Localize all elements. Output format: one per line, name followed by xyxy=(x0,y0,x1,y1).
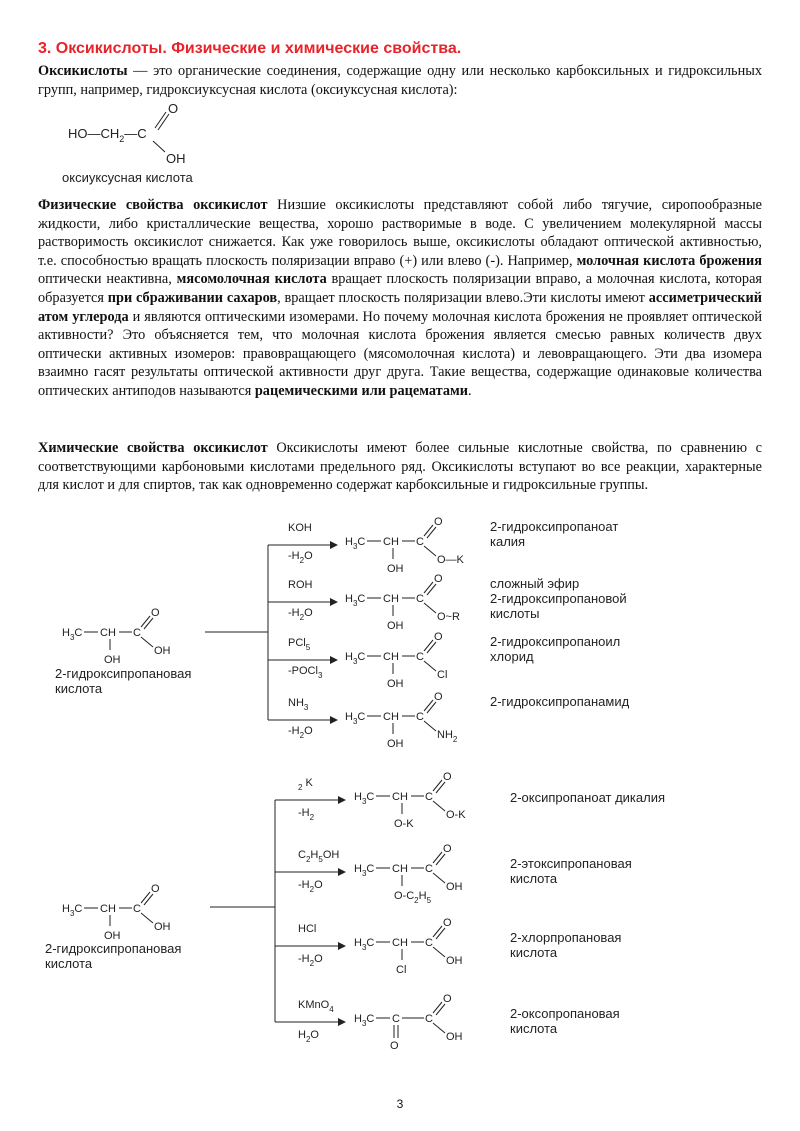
product-name: кислоты xyxy=(490,606,540,621)
methyl-group: $H_3C$ xyxy=(345,593,366,608)
bond-line xyxy=(436,854,445,865)
start-compound-name: кислота xyxy=(55,681,103,696)
physical-bold-2: мясомолочная кислота xyxy=(176,271,327,288)
bond-line xyxy=(424,721,436,731)
carboxyl-tail: OH xyxy=(154,921,171,933)
reaction-branch xyxy=(268,516,618,575)
arrow-head xyxy=(338,942,346,950)
structural-formula xyxy=(345,573,460,632)
bond-line xyxy=(433,1002,442,1013)
bond-line xyxy=(424,582,433,593)
physical-text-5: и являются оптическими изомерами. Но почему молочная кислота брожения не проявляет оптической активности? Это объясняется тем, что молочная кислота брожения является смесью равных количеств двух оптически активных изомеров: правовращающего (мясомолочная кислота) и левовращающего. Эти два изомера взаимно гасят результаты оптической активности друг друга. Такие вещества, содержащие одинаковые количества оптических антиподов называются xyxy=(38,308,763,399)
physical-bold-5: рацемическими или рацематами xyxy=(254,382,468,399)
bond-line xyxy=(427,527,436,538)
product-name: 2-гидроксипропаноат xyxy=(490,519,619,534)
carboxyl-tail: O-K xyxy=(446,809,466,821)
carboxyl-tail: O~R xyxy=(437,611,460,623)
central-carbon: CH xyxy=(392,937,408,949)
central-carbon: CH xyxy=(383,651,399,663)
bond-line xyxy=(424,603,436,613)
byproduct-label: $-H_2O$ xyxy=(288,550,313,565)
methyl-group: $H_3C$ xyxy=(345,536,366,551)
bond-line xyxy=(144,618,153,629)
bond-line xyxy=(433,1023,445,1033)
substituent: $O-C_2H_5$ xyxy=(394,890,432,905)
reaction-branch xyxy=(268,573,627,632)
bond-line xyxy=(141,913,153,923)
physical-text-4: , вращает плоскость поляризации влево.Эти кислоты имеют xyxy=(277,289,649,306)
bond-line xyxy=(424,661,436,671)
arrow-head xyxy=(330,716,338,724)
physical-text-1: Низшие оксикислоты представляют собой либо тягучие, сиропообразные жидкости, либо кристаллические вещества, хорошо растворимые в воде. С увеличением молекулярной массы растворимость оксикислот снижается. Как уже говорилось выше, оксикислоты обладают оптической активностью, т.е. способностью вращать плоскость поляризации вправо (+) или влево (-). Например, xyxy=(38,197,762,269)
product-name: сложный эфир xyxy=(490,576,580,591)
carboxyl-tail: OH xyxy=(446,955,463,967)
structural-formula xyxy=(354,843,463,905)
substituent: O xyxy=(390,1040,399,1052)
reagent-label: PCl$_5$ xyxy=(288,637,311,652)
carbonyl-oxygen: O xyxy=(151,883,160,895)
carboxyl-carbon: C xyxy=(425,791,433,803)
carboxyl-carbon: C xyxy=(425,1013,433,1025)
central-carbon: C xyxy=(392,1013,400,1025)
reagent-label: ROH xyxy=(288,579,313,591)
carboxyl-tail: OH xyxy=(446,1031,463,1043)
product-name: 2-этоксипропановая xyxy=(510,856,632,871)
central-carbon: CH xyxy=(392,863,408,875)
physical-title: Физические свойства оксикислот xyxy=(38,197,268,213)
byproduct-label: $-H_2O$ xyxy=(298,879,323,894)
carboxyl-carbon: C xyxy=(416,536,424,548)
glycolic-ho-ch2: $HO—CH_2—C$ xyxy=(68,126,147,144)
reaction-scheme-2 xyxy=(45,771,665,1052)
reagent-label: $_2$ K xyxy=(298,777,313,792)
substituent: OH xyxy=(104,930,121,942)
carbonyl-oxygen: O xyxy=(151,607,160,619)
product-name: хлорид xyxy=(490,649,534,664)
structural-formula xyxy=(354,917,463,976)
carbonyl-oxygen: O xyxy=(434,691,443,703)
reaction-branch xyxy=(268,631,620,690)
physical-text-2: оптически неактивна, xyxy=(38,271,177,288)
reagent-label: HCl xyxy=(298,923,317,935)
carbonyl-oxygen: O xyxy=(443,993,452,1005)
bond-line xyxy=(433,801,445,811)
carboxyl-carbon: C xyxy=(133,903,141,915)
bond-line xyxy=(433,852,442,863)
structural-formula xyxy=(354,993,463,1052)
chemical-title: Химические свойства оксикислот xyxy=(38,440,268,456)
structural-formula xyxy=(62,607,171,666)
start-compound-name: кислота xyxy=(45,956,93,971)
structural-formula xyxy=(345,631,447,690)
methyl-group: $H_3C$ xyxy=(345,651,366,666)
methyl-group: $H_3C$ xyxy=(345,711,366,726)
carboxyl-carbon: C xyxy=(425,937,433,949)
reaction-scheme-1 xyxy=(55,516,630,750)
byproduct-label: $-H_2O$ xyxy=(288,725,313,740)
carboxyl-carbon: C xyxy=(416,711,424,723)
carboxyl-tail: Cl xyxy=(437,669,448,681)
product-name: 2-гидроксипропановой xyxy=(490,591,627,606)
intro-text: — это органические соединения, содержащие одну или несколько карбоксильных и гидроксильных групп, например, гидроксиуксусная кислота (оксиуксусная кислота): xyxy=(38,63,762,98)
reaction-branch xyxy=(275,993,620,1052)
product-name: кислота xyxy=(510,945,558,960)
central-carbon: CH xyxy=(383,711,399,723)
chemical-text: Оксикислоты имеют более сильные кислотные свойства, по сравнению с соответствующими карбоновыми кислотами предельного ряд. Оксикислоты вступают во все реакции, характерные для кислот и для спиртов, так как одновременно содержат карбоксильные и гидроксильные группы. xyxy=(38,440,763,494)
glycolic-oxygen: O xyxy=(168,101,179,116)
bond-line xyxy=(427,702,436,713)
physical-text-6: . xyxy=(467,382,472,399)
carboxyl-tail: OH xyxy=(446,881,463,893)
reaction-branch xyxy=(275,917,621,976)
substituent: O-K xyxy=(394,818,414,830)
byproduct-label: -POCl$_3$ xyxy=(288,665,323,680)
carboxyl-tail: O—K xyxy=(437,554,464,566)
carboxyl-carbon: C xyxy=(425,863,433,875)
reaction-branch xyxy=(275,771,665,830)
product-name: кислота xyxy=(510,1021,558,1036)
bond-line xyxy=(141,616,150,627)
carboxyl-tail: OH xyxy=(154,645,171,657)
bond-line xyxy=(433,947,445,957)
bond-line xyxy=(427,642,436,653)
carbonyl-oxygen: O xyxy=(443,771,452,783)
methyl-group: $H_3C$ xyxy=(62,903,83,918)
physical-text-3: вращает плоскость поляризации вправо, а молочная кислота, которая образуется xyxy=(38,271,762,306)
substituent: OH xyxy=(387,678,404,690)
carboxyl-tail: $NH_2$ xyxy=(437,729,458,744)
bond-line xyxy=(424,700,433,711)
bond-line xyxy=(141,892,150,903)
carbonyl-oxygen: O xyxy=(434,516,443,528)
carbonyl-oxygen: O xyxy=(434,573,443,585)
bond-line xyxy=(427,584,436,595)
methyl-group: $H_3C$ xyxy=(354,863,375,878)
substituent: Cl xyxy=(396,964,407,976)
product-name: 2-гидроксипропаноил xyxy=(490,634,621,649)
arrow-head xyxy=(338,868,346,876)
bond-line xyxy=(144,894,153,905)
central-carbon: CH xyxy=(392,791,408,803)
substituent: OH xyxy=(387,620,404,632)
bond-line xyxy=(436,1004,445,1015)
structural-formula xyxy=(345,691,458,750)
start-compound-name: 2-гидроксипропановая xyxy=(45,941,182,956)
carboxyl-carbon: C xyxy=(133,627,141,639)
bond-line xyxy=(141,637,153,647)
bond-line xyxy=(433,780,442,791)
product-name: кислота xyxy=(510,871,558,886)
reagent-label: KMnO$_4$ xyxy=(298,999,334,1014)
arrow-head xyxy=(330,541,338,549)
byproduct-label: $-H_2O$ xyxy=(298,953,323,968)
methyl-group: $H_3C$ xyxy=(354,791,375,806)
structural-formula xyxy=(354,771,466,830)
bond-line xyxy=(436,782,445,793)
reagent-label: $NH_3$ xyxy=(288,697,309,712)
bond-line xyxy=(433,926,442,937)
reagent-label: KOH xyxy=(288,522,312,534)
intro-term: Оксикислоты xyxy=(38,63,128,79)
byproduct-label: $H_2O$ xyxy=(298,1029,319,1044)
reaction-branch xyxy=(275,843,632,905)
glycolic-oh: OH xyxy=(166,151,186,166)
product-name: 2-хлорпропановая xyxy=(510,930,622,945)
central-carbon: CH xyxy=(383,536,399,548)
section-heading: 3. Оксикислоты. Физические и химические свойства. xyxy=(38,40,462,57)
central-carbon: CH xyxy=(100,627,116,639)
carbonyl-oxygen: O xyxy=(443,917,452,929)
methyl-group: $H_3C$ xyxy=(354,937,375,952)
byproduct-label: $-H_2$ xyxy=(298,807,315,822)
methyl-group: $H_3C$ xyxy=(62,627,83,642)
substituent: OH xyxy=(104,654,121,666)
arrow-head xyxy=(338,796,346,804)
carboxyl-carbon: C xyxy=(416,651,424,663)
product-name: 2-оксопропановая xyxy=(510,1006,620,1021)
bond-line xyxy=(424,546,436,556)
methyl-group: $H_3C$ xyxy=(354,1013,375,1028)
start-compound-name: 2-гидроксипропановая xyxy=(55,666,192,681)
byproduct-label: $-H_2O$ xyxy=(288,607,313,622)
glycolic-caption: оксиуксусная кислота xyxy=(62,170,193,185)
central-carbon: CH xyxy=(383,593,399,605)
product-name: 2-гидроксипропанамид xyxy=(490,694,630,709)
bond-line xyxy=(436,928,445,939)
physical-bold-1: молочная кислота брожения xyxy=(576,252,762,269)
arrow-head xyxy=(338,1018,346,1026)
glycolic-acid-structure xyxy=(62,101,194,185)
bond-line xyxy=(433,873,445,883)
reagent-label: $C_2H_5OH$ xyxy=(298,849,340,864)
carbonyl-oxygen: O xyxy=(434,631,443,643)
substituent: OH xyxy=(387,738,404,750)
substituent: OH xyxy=(387,563,404,575)
product-name: калия xyxy=(490,534,526,549)
bond-line xyxy=(424,525,433,536)
structural-formula xyxy=(345,516,465,575)
reaction-branch xyxy=(268,691,630,750)
arrow-head xyxy=(330,656,338,664)
carboxyl-carbon: C xyxy=(416,593,424,605)
physical-bold-3: при сбраживании сахаров xyxy=(107,289,278,306)
central-carbon: CH xyxy=(100,903,116,915)
bond-line xyxy=(424,640,433,651)
product-name: 2-оксипропаноат дикалия xyxy=(510,790,666,805)
arrow-head xyxy=(330,598,338,606)
structural-formula xyxy=(62,883,171,942)
carbonyl-oxygen: O xyxy=(443,843,452,855)
physical-bold-4: ассиметрический атом углерода xyxy=(38,289,762,325)
page-number: 3 xyxy=(396,1097,404,1111)
